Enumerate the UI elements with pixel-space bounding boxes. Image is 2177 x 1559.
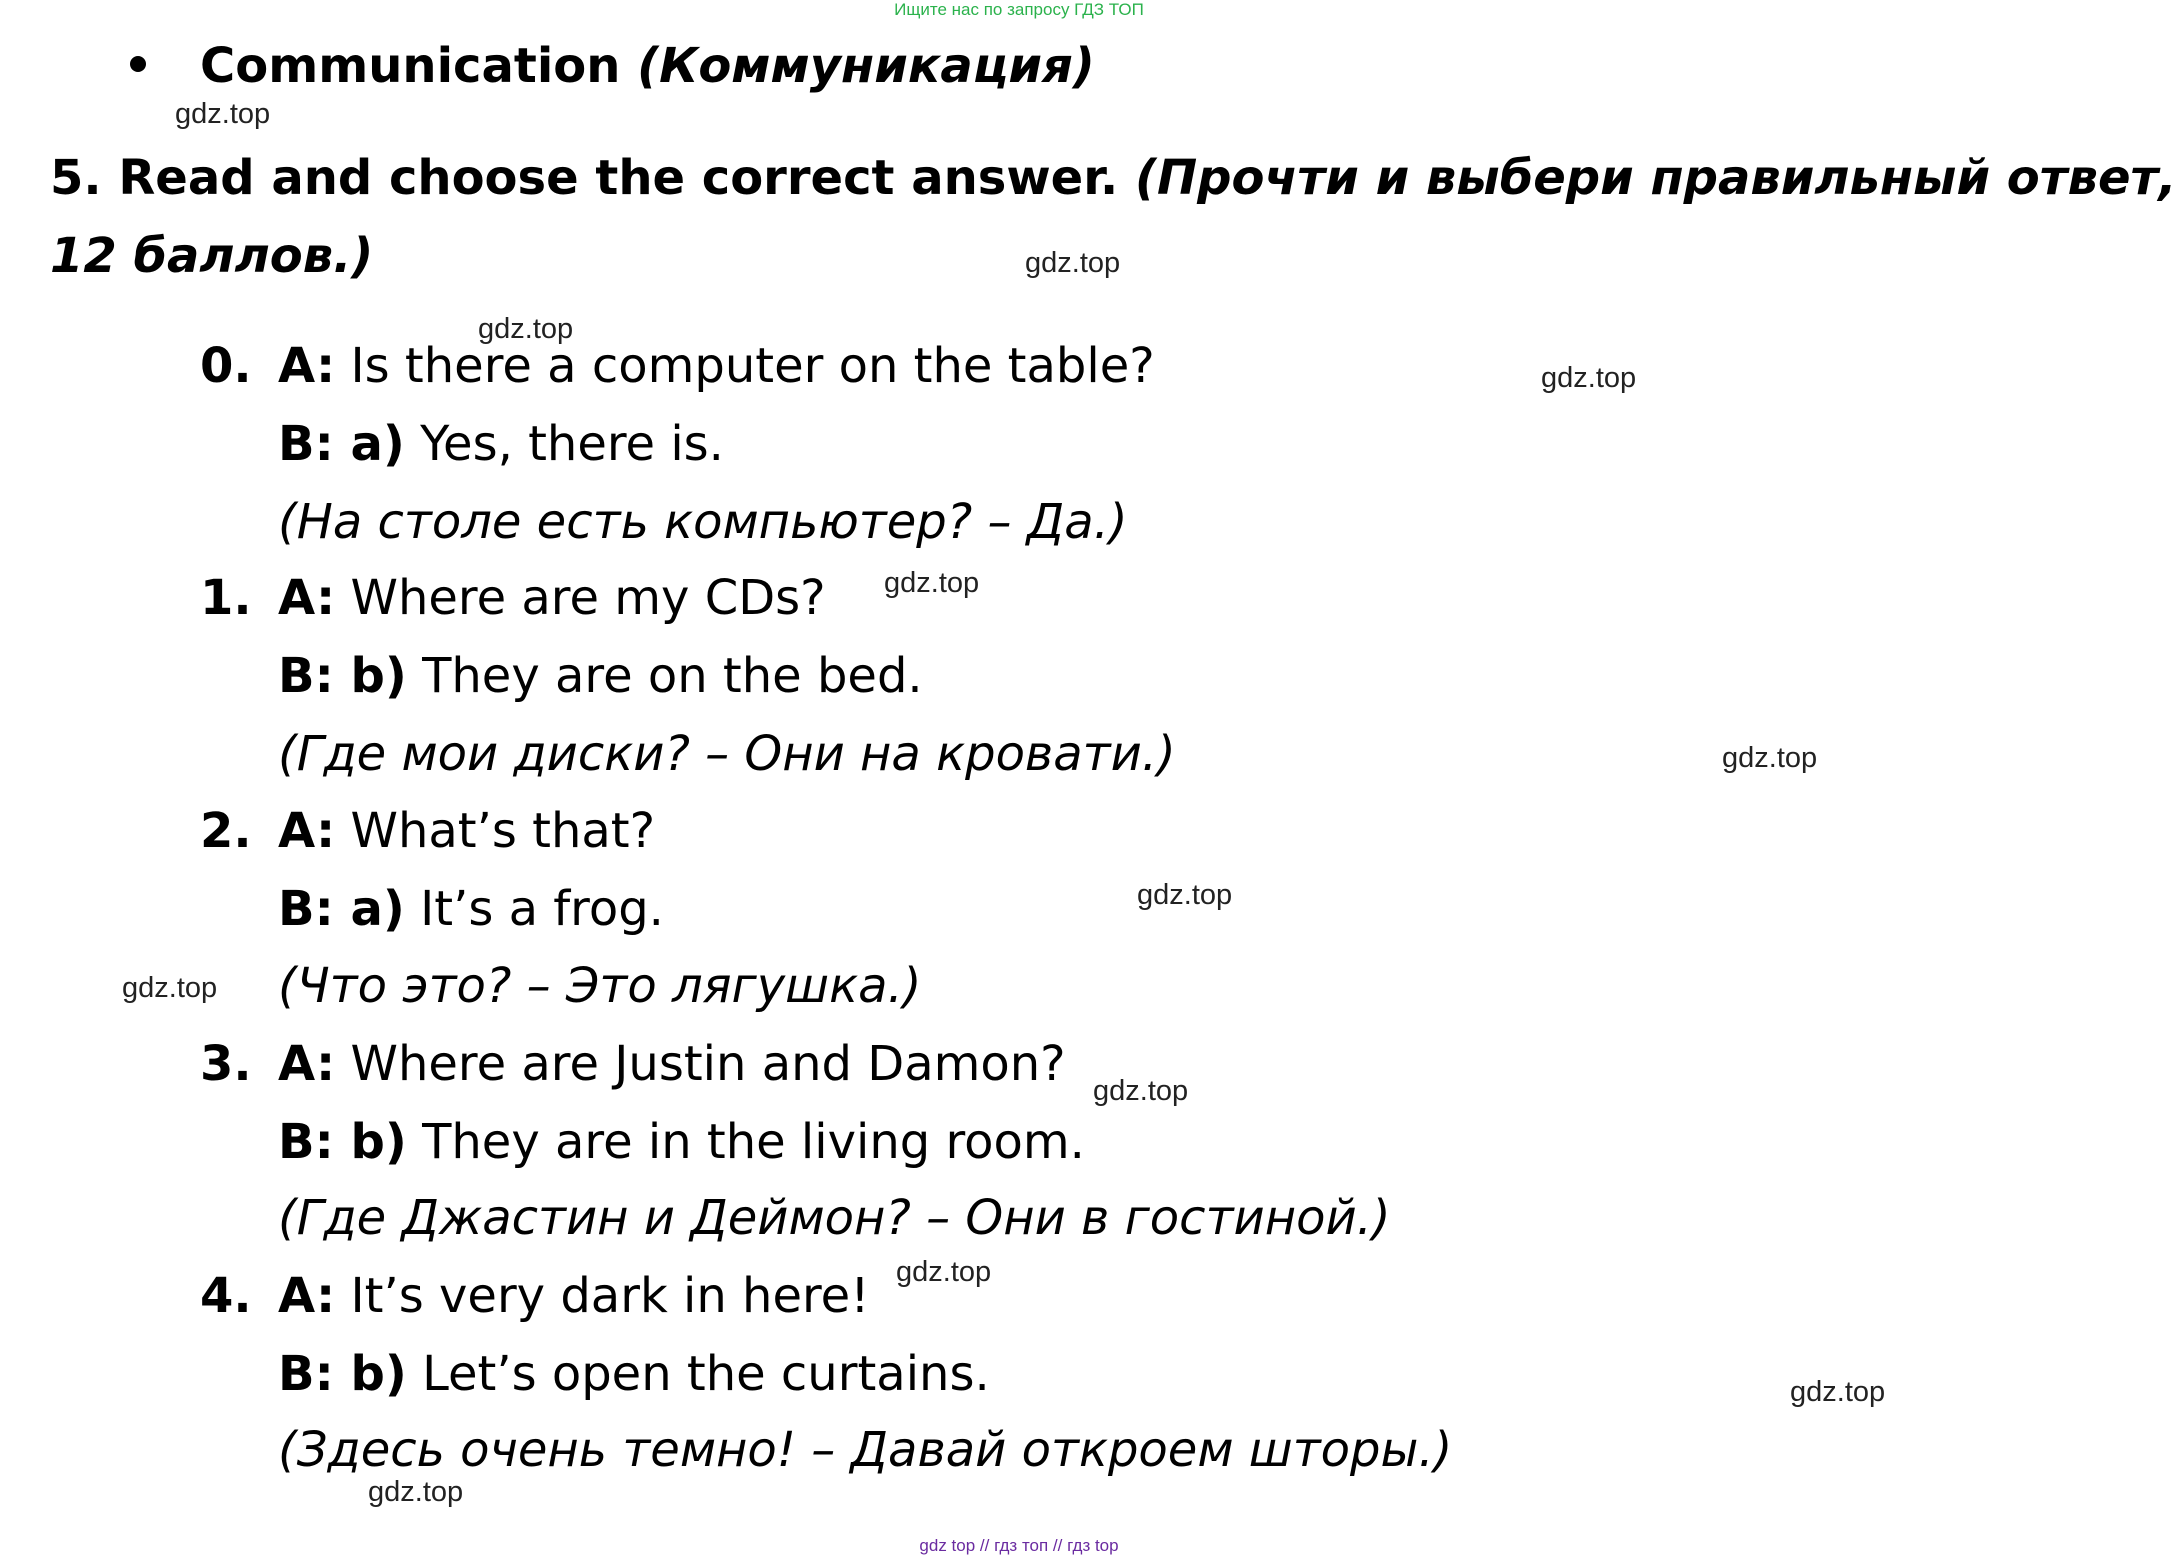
task-heading-cont [50, 228, 373, 284]
watermark-text: gdz.top [1025, 247, 1121, 279]
item-number: 1. [200, 570, 252, 626]
watermark-text: gdz.top [478, 313, 574, 345]
task-text-en: 5. Read and choose the correct answer. [50, 150, 1119, 206]
question-text: It’s very dark in here! [350, 1268, 870, 1324]
section-title [200, 38, 1095, 94]
translation-line: (Что это? – Это лягушка.) [278, 958, 922, 1014]
watermark-text: gdz.top [884, 567, 980, 599]
task-heading [50, 150, 2177, 206]
translation-line: (Здесь очень темно! – Давай откроем шторы.) [278, 1422, 1453, 1478]
item-number: 4. [200, 1268, 252, 1324]
speaker-label: A: [278, 338, 336, 394]
bullet-icon [130, 56, 146, 72]
answer-label: B: b) [278, 1346, 407, 1402]
question-text: Where are Justin and Damon? [350, 1036, 1066, 1092]
speaker-label: A: [278, 803, 336, 859]
answer-label: B: b) [278, 648, 407, 704]
item-number: 2. [200, 803, 252, 859]
translation-line: (На столе есть компьютер? – Да.) [278, 494, 1128, 550]
answer-text: They are on the bed. [422, 648, 923, 704]
top-banner: Ищите нас по запросу ГДЗ ТОП [894, 0, 1144, 19]
watermark-text: gdz.top [1093, 1075, 1189, 1107]
answer-text: It’s a frog. [420, 881, 664, 937]
watermark-text: gdz.top [1722, 742, 1818, 774]
item-number: 0. [200, 338, 252, 394]
watermark-text: gdz.top [122, 972, 218, 1004]
question-line [278, 1036, 1066, 1092]
answer-line [278, 1346, 990, 1402]
answer-line [278, 881, 664, 937]
footer-links: gdz top // гдз топ // гдз top [919, 1536, 1119, 1555]
answer-line [278, 648, 923, 704]
question-text: Is there a computer on the table? [350, 338, 1155, 394]
watermark-text: gdz.top [175, 98, 271, 130]
answer-line [278, 416, 724, 472]
answer-line [278, 1114, 1085, 1170]
watermark-text: gdz.top [1137, 879, 1233, 911]
question-text: What’s that? [350, 803, 656, 859]
translation-line: (Где мои диски? – Они на кровати.) [278, 726, 1176, 782]
question-line [278, 803, 655, 859]
question-line [278, 570, 826, 626]
section-title-en: Communication [200, 38, 621, 94]
watermark-text: gdz.top [1790, 1376, 1886, 1408]
answer-text: Let’s open the curtains. [422, 1346, 990, 1402]
watermark-text: gdz.top [368, 1476, 464, 1508]
speaker-label: A: [278, 1036, 336, 1092]
answer-label: B: b) [278, 1114, 407, 1170]
answer-label: B: a) [278, 416, 405, 472]
speaker-label: A: [278, 1268, 336, 1324]
answer-label: B: a) [278, 881, 405, 937]
speaker-label: A: [278, 570, 336, 626]
item-number: 3. [200, 1036, 252, 1092]
question-text: Where are my CDs? [350, 570, 826, 626]
watermark-text: gdz.top [896, 1256, 992, 1288]
task-text-ru: (Прочти и выбери правильный ответ, [1135, 150, 2177, 206]
question-line [278, 338, 1155, 394]
watermark-text: gdz.top [1541, 362, 1637, 394]
answer-text: Yes, there is. [420, 416, 724, 472]
section-title-ru: (Коммуникация) [637, 38, 1095, 94]
question-line [278, 1268, 869, 1324]
task-text-ru-cont: 12 баллов.) [50, 228, 374, 284]
translation-line: (Где Джастин и Деймон? – Они в гостиной.) [278, 1190, 1391, 1246]
answer-text: They are in the living room. [422, 1114, 1085, 1170]
